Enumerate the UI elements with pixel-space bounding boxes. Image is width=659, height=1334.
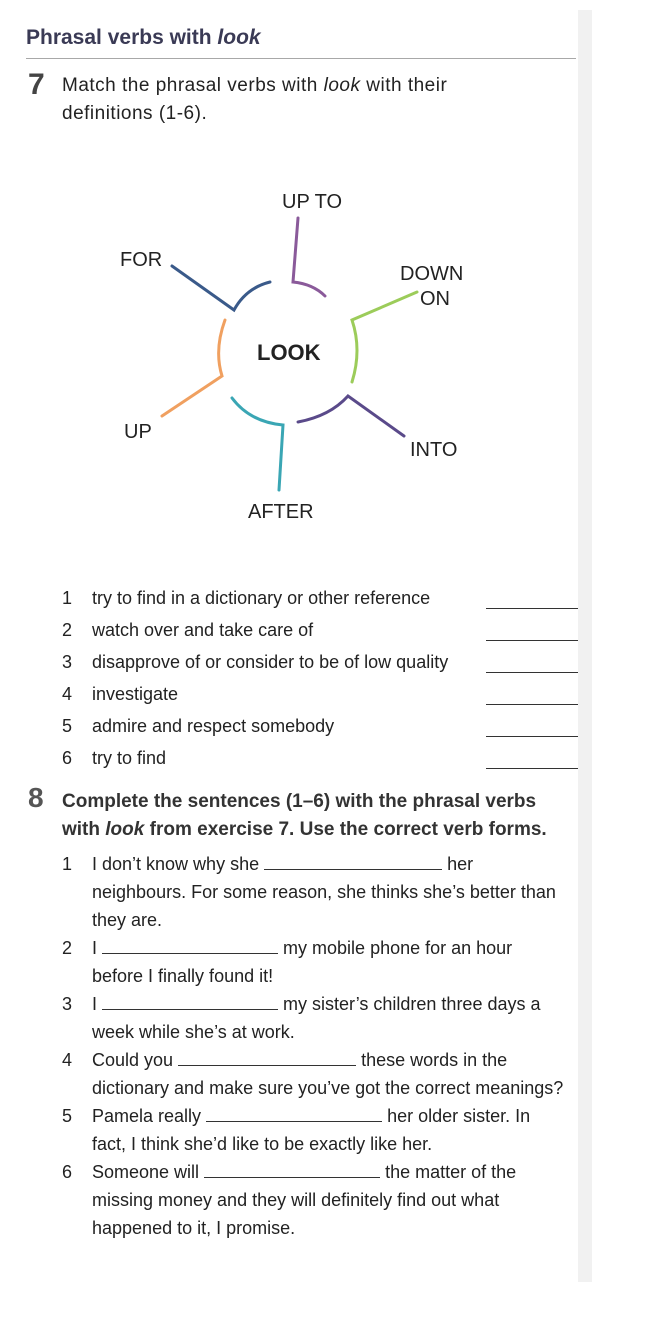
sentences-list <box>62 850 567 1242</box>
definition-number: 4 <box>62 684 73 704</box>
sentence-item <box>62 1046 567 1102</box>
definition-number: 6 <box>62 748 73 768</box>
sentence-number: 1 <box>62 854 73 874</box>
spoke-up <box>124 320 225 443</box>
particle-label-for: FOR <box>120 249 163 271</box>
sentence-end: my mobile phone for an hour before I finally found it! <box>92 938 513 986</box>
sentence-end: the matter of the missing money and they will definitely find out what happened to it, I promise. <box>92 1162 517 1238</box>
sentence-number: 6 <box>62 1162 73 1182</box>
definition-row <box>62 586 578 618</box>
definition-text: disapprove of or consider to be of low quality <box>92 652 449 672</box>
answer-blank[interactable] <box>486 640 578 641</box>
sentence-end: my sister’s children three days a week while she’s at work. <box>92 994 541 1042</box>
spoke-up-to <box>282 191 342 296</box>
definition-row <box>62 746 578 778</box>
exercise-7-instruction: Match the phrasal verbs with look with their definitions (1-6). <box>62 75 448 124</box>
exercise-7-number: 7 <box>28 68 45 101</box>
definition-number: 1 <box>62 588 73 608</box>
answer-blank[interactable] <box>486 704 578 705</box>
sentence-start: Could you <box>92 1050 174 1070</box>
exercise-8-instruction: Complete the sentences (1–6) with the phrasal verbs with look from exercise 7. Use the correct verb forms. <box>62 791 547 840</box>
sentence-blank[interactable] <box>102 991 278 1010</box>
definition-text: admire and respect somebody <box>92 716 335 736</box>
definition-row <box>62 682 578 714</box>
answer-blank[interactable] <box>486 736 578 737</box>
sentence-number: 3 <box>62 994 73 1014</box>
sentence-item <box>62 850 567 934</box>
definition-number: 2 <box>62 620 73 640</box>
particle-label-up: UP <box>124 421 152 443</box>
particle-label-on: ON <box>420 288 450 310</box>
diagram-center-look: LOOK <box>257 340 321 365</box>
answer-blank[interactable] <box>486 768 578 769</box>
definition-text: watch over and take care of <box>92 620 314 640</box>
answer-blank[interactable] <box>486 672 578 673</box>
spoke-after <box>232 398 314 523</box>
sentence-end: her older sister. In fact, I think she’d like to be exactly like her. <box>92 1106 531 1154</box>
sentence-item <box>62 934 567 990</box>
sentence-start: Someone will <box>92 1162 200 1182</box>
sentence-blank[interactable] <box>204 1159 380 1178</box>
sentence-start: I <box>92 938 98 958</box>
exercise-8-number: 8 <box>28 782 44 813</box>
definition-number: 3 <box>62 652 73 672</box>
answer-blank[interactable] <box>486 608 578 609</box>
definition-row <box>62 650 578 682</box>
title-divider <box>26 58 576 59</box>
definition-text: try to find in a dictionary or other reference <box>92 588 431 608</box>
sentence-item <box>62 990 567 1046</box>
look-word-web-diagram <box>100 170 500 530</box>
section-title: Phrasal verbs with look <box>26 26 261 49</box>
sentence-start: Pamela really <box>92 1106 202 1126</box>
definitions-list <box>62 586 578 778</box>
sentence-start: I <box>92 994 98 1014</box>
sentence-blank[interactable] <box>102 935 278 954</box>
definition-number: 5 <box>62 716 73 736</box>
spoke-down-on <box>352 263 463 382</box>
spoke-for <box>120 249 270 310</box>
definition-row <box>62 714 578 746</box>
sentence-end: her neighbours. For some reason, she thinks she’s better than they are. <box>92 854 556 930</box>
sentence-number: 5 <box>62 1106 73 1126</box>
particle-label-into: INTO <box>410 439 458 461</box>
spoke-into <box>298 396 457 461</box>
sentence-end: these words in the dictionary and make sure you’ve got the correct meanings? <box>92 1050 564 1098</box>
definition-row <box>62 618 578 650</box>
particle-label-after: AFTER <box>248 501 314 523</box>
sentence-blank[interactable] <box>206 1103 382 1122</box>
sentence-item <box>62 1158 567 1242</box>
sentence-start: I don’t know why she <box>92 854 260 874</box>
particle-label-down-on: DOWN <box>400 263 464 285</box>
sentence-number: 2 <box>62 938 73 958</box>
page-edge-shadow <box>578 10 592 1282</box>
sentence-item <box>62 1102 567 1158</box>
definition-text: investigate <box>92 684 179 704</box>
sentence-blank[interactable] <box>178 1047 356 1066</box>
particle-label-up-to: UP TO <box>282 191 343 213</box>
sentence-number: 4 <box>62 1050 73 1070</box>
sentence-blank[interactable] <box>264 851 442 870</box>
definition-text: try to find <box>92 748 167 768</box>
